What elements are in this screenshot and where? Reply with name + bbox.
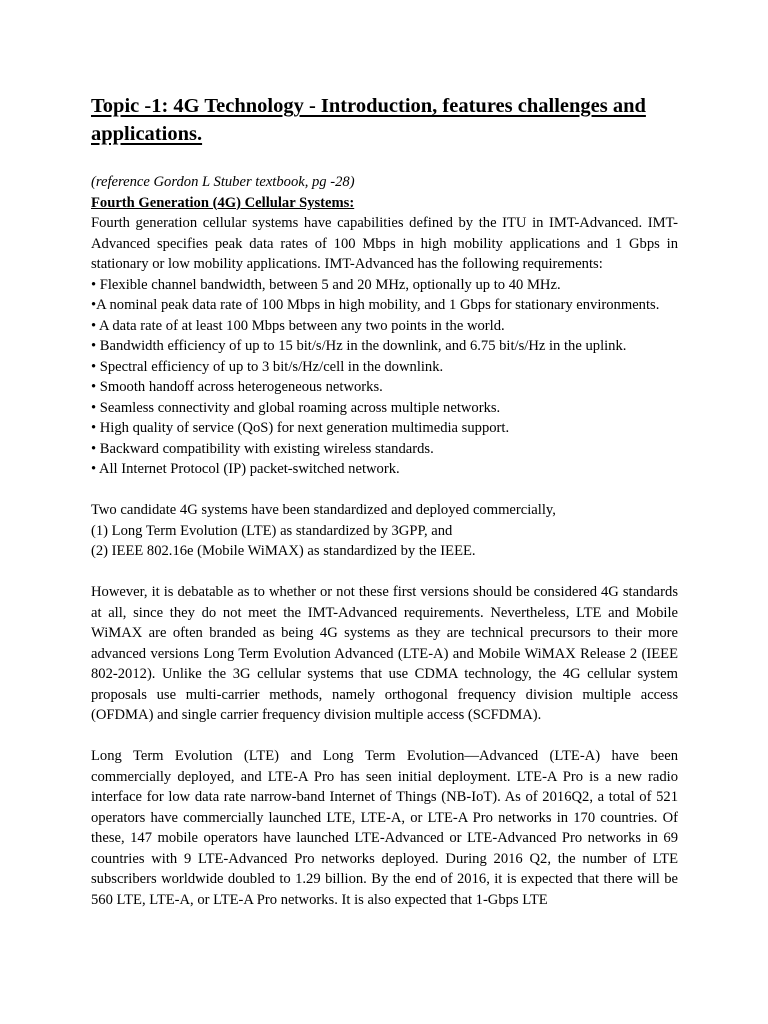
document-body: [91, 172, 678, 910]
debate-paragraph: However, it is debatable as to whether or not these first versions should be considered 4G standards at all, since they do not meet the IMT-Advanced requirements. Nevertheless, LTE and Mobile WiMAX are often branded as being 4G systems as they are technical precursors to their more advanced versions Long Term Evolution Advanced (LTE-A) and Mobile WiMAX Release 2 (IEEE 802-2012). Unlike the 3G cellular systems that use CDMA technology, the 4G cellular system proposals use multi-carrier methods, namely orthogonal frequency division multiple access (OFDMA) and single carrier frequency division multiple access (SCFDMA).: [91, 584, 678, 723]
requirement-item: • Seamless connectivity and global roaming across multiple networks.: [91, 399, 501, 416]
page-title: Topic -1: 4G Technology - Introduction, features challenges and applications.: [91, 95, 646, 145]
requirement-item: • A data rate of at least 100 Mbps between any two points in the world.: [91, 317, 505, 334]
reference-note: (reference Gordon L Stuber textbook, pg -28): [91, 174, 355, 190]
lte-paragraph: Long Term Evolution (LTE) and Long Term Evolution—Advanced (LTE-A) have been commercially deployed, and LTE-A Pro has seen initial deployment. LTE-A Pro is a new radio interface for low data rate narrow-band Internet of Things (NB-IoT). As of 2016Q2, a total of 521 operators have commercially launched LTE, LTE-A, or LTE-A Pro networks in 170 countries. Of these, 147 mobile operators have launched LTE-Advanced or LTE-Advanced Pro networks in 69 countries with 9 LTE-Advanced Pro networks deployed. During 2016 Q2, the number of LTE subscribers worldwide doubled to 1.29 billion. By the end of 2016, it is expected that there will be 560 LTE, LTE-A, or LTE-A Pro networks. It is also expected that 1-Gbps LTE: [91, 748, 678, 908]
candidates-intro: Two candidate 4G systems have been standardized and deployed commercially,: [91, 502, 556, 518]
intro-paragraph: Fourth generation cellular systems have capabilities defined by the ITU in IMT-Advanced. IMT-Advanced specifies peak data rates of 100 Mbps in high mobility applications and 1 Gbps in stationary or low mobility applications. IMT-Advanced has the following requirements:: [91, 215, 678, 272]
section-heading: Fourth Generation (4G) Cellular Systems:: [91, 194, 355, 211]
paragraph-gap: [91, 562, 678, 583]
candidate-item: (1) Long Term Evolution (LTE) as standardized by 3GPP, and: [91, 522, 453, 539]
requirement-item: •A nominal peak data rate of 100 Mbps in high mobility, and 1 Gbps for stationary environments.: [91, 297, 660, 313]
requirement-item: • High quality of service (QoS) for next generation multimedia support.: [91, 420, 510, 436]
requirement-item: • Flexible channel bandwidth, between 5 and 20 MHz, optionally up to 40 MHz.: [91, 276, 561, 293]
paragraph-gap: [91, 480, 678, 501]
requirement-item: • Smooth handoff across heterogeneous networks.: [91, 379, 383, 395]
requirements-list: [91, 275, 678, 480]
requirement-item: • Spectral efficiency of up to 3 bit/s/Hz/cell in the downlink.: [91, 358, 444, 375]
requirement-item: • All Internet Protocol (IP) packet-switched network.: [91, 461, 400, 477]
paragraph-gap: [91, 726, 678, 747]
requirement-item: • Bandwidth efficiency of up to 15 bit/s/Hz in the downlink, and 6.75 bit/s/Hz in the uplink.: [91, 338, 627, 354]
candidate-item: (2) IEEE 802.16e (Mobile WiMAX) as standardized by the IEEE.: [91, 543, 476, 559]
requirement-item: • Backward compatibility with existing wireless standards.: [91, 440, 434, 457]
